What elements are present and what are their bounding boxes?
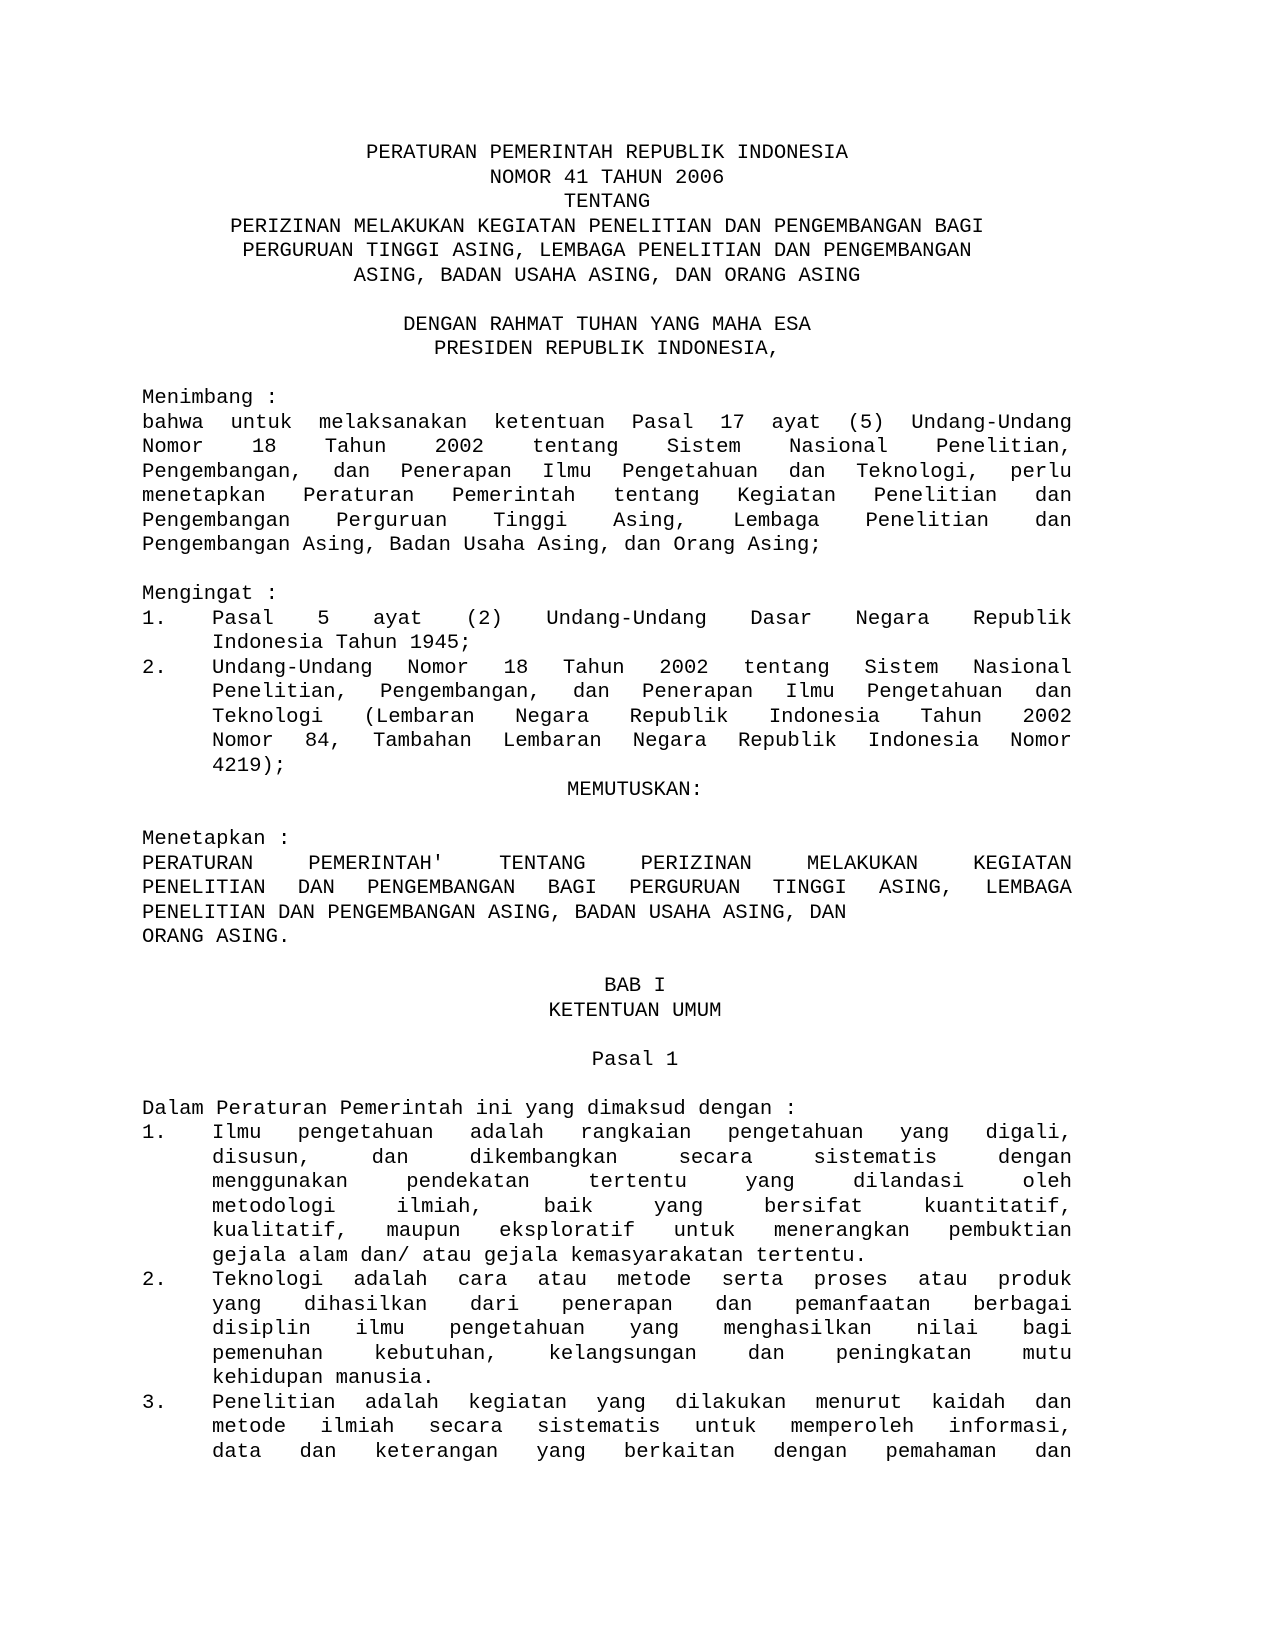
list-item <box>142 1122 1072 1269</box>
text-line: 4219); <box>212 754 287 778</box>
text-line <box>212 1294 1072 1319</box>
spacer <box>142 1073 1072 1098</box>
text-line <box>212 1122 1072 1147</box>
title-line: NOMOR 41 TAHUN 2006 <box>489 166 725 190</box>
word: Pengembangan, <box>380 681 541 704</box>
word: Nasional <box>973 656 1072 680</box>
word: rangkaian <box>580 1122 692 1145</box>
list-item-number: 2. <box>142 656 167 680</box>
word: ayat <box>372 607 423 631</box>
text-line <box>212 608 1072 633</box>
pasal-1-lead-in: Dalam Peraturan Pemerintah ini yang dimaksud dengan : <box>142 1097 797 1121</box>
list-item-number: 1. <box>142 1122 167 1145</box>
word: cara <box>457 1269 508 1292</box>
word: Ilmu <box>785 681 835 704</box>
word: 84, <box>304 730 342 753</box>
word: Pasal <box>631 411 694 435</box>
word: dan <box>299 1440 337 1464</box>
list-item-body <box>212 1122 1072 1269</box>
word: dengan <box>997 1146 1072 1170</box>
menetapkan-label: Menetapkan : <box>142 828 291 851</box>
word: metodologi <box>212 1195 336 1219</box>
word: pemenuhan <box>212 1342 324 1366</box>
mengingat-label: Mengingat : <box>142 583 278 606</box>
word: melaksanakan <box>318 411 468 435</box>
mengingat-section <box>142 583 1072 779</box>
text-line <box>142 853 1072 878</box>
word: disiplin <box>212 1318 311 1341</box>
pasal-heading: Pasal 1 <box>591 1048 679 1072</box>
word: Undang-Undang <box>911 411 1072 435</box>
word: Pengetahuan <box>866 681 1003 704</box>
title-block <box>142 142 1072 289</box>
text-line <box>142 510 1072 535</box>
word: bahwa <box>142 411 204 435</box>
word: bersifat <box>764 1195 863 1219</box>
word: dari <box>469 1293 520 1317</box>
word: (5) <box>847 411 885 435</box>
text-line <box>212 706 1072 731</box>
word: ketentuan <box>493 411 606 435</box>
word: 18 <box>503 656 529 680</box>
word: dan <box>1034 681 1072 704</box>
word: pemahaman <box>885 1440 997 1464</box>
word: pengetahuan <box>297 1122 434 1145</box>
word: metode <box>212 1416 287 1439</box>
word: Teknologi <box>212 705 324 729</box>
word: produk <box>997 1269 1072 1292</box>
word: Penelitian <box>212 1391 336 1415</box>
word: Tambahan <box>372 730 472 753</box>
list-item-number: 3. <box>142 1391 167 1415</box>
word: bagi <box>1022 1318 1072 1341</box>
list-item-number: 1. <box>142 607 167 631</box>
word: peningkatan <box>835 1342 972 1366</box>
word: Pasal <box>212 607 274 631</box>
title-line: PERIZINAN MELAKUKAN KEGIATAN PENELITIAN DAN PENGEMBANGAN BAGI <box>230 215 984 239</box>
word: berbagai <box>973 1293 1072 1317</box>
word: eksploratif <box>499 1220 636 1243</box>
word: BAGI <box>547 877 598 900</box>
list-item-body <box>212 1269 1072 1392</box>
invocation-line: DENGAN RAHMAT TUHAN YANG MAHA ESA <box>403 313 811 337</box>
word: Indonesia <box>867 730 980 753</box>
text-line <box>212 1220 1072 1245</box>
word: untuk <box>694 1416 757 1439</box>
word: Nomor <box>142 436 204 459</box>
word: yang <box>212 1293 262 1317</box>
word: dilandasi <box>852 1171 965 1194</box>
word: Undang-Undang <box>212 656 373 680</box>
word: ilmiah <box>320 1416 395 1439</box>
word: PENGEMBANGAN <box>367 877 516 900</box>
word: Penelitian, <box>212 681 348 704</box>
word: metode <box>617 1269 692 1292</box>
word: data <box>212 1440 262 1464</box>
word: Republik <box>629 705 729 729</box>
menetapkan-section <box>142 828 1072 951</box>
word: ayat <box>771 411 821 435</box>
list-item-number: 2. <box>142 1269 167 1292</box>
menimbang-body <box>142 412 1072 559</box>
word: Ilmu <box>542 460 592 484</box>
word: baik <box>543 1195 594 1219</box>
text-line: Indonesia Tahun 1945; <box>212 632 472 655</box>
list-item <box>142 1269 1072 1392</box>
word: Tahun <box>562 656 625 680</box>
text-line <box>142 485 1072 510</box>
word: oleh <box>1022 1171 1072 1194</box>
word: yang <box>653 1195 704 1219</box>
word: adalah <box>364 1391 440 1415</box>
spacer <box>198 1024 1072 1049</box>
mengingat-items <box>142 608 1072 780</box>
word: Lembaga <box>733 509 820 533</box>
word: dengan <box>773 1440 848 1464</box>
word: tentang <box>613 485 700 508</box>
pasal-1-section <box>142 1098 1072 1466</box>
word: ASING, <box>879 877 954 900</box>
text-line <box>212 1171 1072 1196</box>
text-line <box>142 877 1072 902</box>
word: dikembangkan <box>469 1146 618 1170</box>
word: digali, <box>985 1122 1072 1145</box>
word: TINGGI <box>772 877 847 900</box>
word: Nomor <box>1010 730 1072 753</box>
word: Penelitian, <box>935 436 1072 459</box>
word: Asing, <box>613 509 688 533</box>
word: menurut <box>815 1391 903 1415</box>
word: Indonesia <box>768 705 881 729</box>
text-line <box>212 681 1072 706</box>
word: dan <box>572 681 610 704</box>
text-line: kehidupan manusia. <box>212 1367 435 1390</box>
text-line <box>212 1318 1072 1343</box>
bab-number: BAB I <box>604 975 666 998</box>
text-line: PENELITIAN DAN PENGEMBANGAN ASING, BADAN USAHA ASING, DAN <box>142 901 847 925</box>
text-line <box>142 461 1072 486</box>
word: yang <box>629 1318 680 1341</box>
word: Nasional <box>788 436 888 459</box>
list-item-body <box>212 657 1072 780</box>
word: Sistem <box>864 656 939 680</box>
word: Perguruan <box>336 509 448 533</box>
word: dan <box>715 1293 753 1317</box>
word: Penerapan <box>400 460 512 484</box>
word: (2) <box>465 607 503 631</box>
word: yang <box>596 1391 646 1415</box>
list-item <box>142 1392 1072 1466</box>
menimbang-section <box>142 387 1072 559</box>
word: (Lembaran <box>363 705 475 729</box>
menimbang-label: Menimbang : <box>142 387 278 410</box>
memutuskan-block <box>142 779 1072 804</box>
word: dan <box>333 460 371 484</box>
word: adalah <box>469 1122 544 1145</box>
word: pemanfaatan <box>794 1293 931 1317</box>
title-line: TENTANG <box>563 191 651 214</box>
word: serta <box>721 1269 784 1292</box>
word: DAN <box>297 877 335 900</box>
word: Sistem <box>666 436 741 459</box>
list-item <box>142 608 1072 657</box>
text-line <box>212 730 1072 755</box>
word: dan <box>747 1342 785 1366</box>
word: sistematis <box>813 1146 938 1170</box>
spacer <box>142 363 1072 388</box>
word: 17 <box>720 411 745 435</box>
bab-title: KETENTUAN UMUM <box>548 999 722 1023</box>
invocation-block <box>142 314 1072 363</box>
document-body <box>142 142 1072 1465</box>
word: Undang-Undang <box>546 607 707 631</box>
word: keterangan <box>374 1440 499 1464</box>
text-line: ORANG ASING. <box>142 926 291 949</box>
word: dilakukan <box>675 1391 787 1415</box>
word: PENELITIAN <box>142 877 266 900</box>
word: ilmiah, <box>396 1195 483 1219</box>
word: dan <box>371 1146 409 1170</box>
word: PERIZINAN <box>640 852 752 876</box>
word: LEMBAGA <box>985 877 1072 900</box>
word: Peraturan <box>303 485 415 508</box>
word: informasi, <box>948 1416 1072 1439</box>
text-line <box>212 1441 1072 1466</box>
word: Teknologi, <box>856 460 980 484</box>
word: tentang <box>532 436 619 459</box>
memutuskan-heading: MEMUTUSKAN: <box>567 779 703 802</box>
word: 2002 <box>1022 705 1072 729</box>
word: 2002 <box>659 656 709 680</box>
word: Penelitian <box>865 509 990 533</box>
list-item-body <box>212 1392 1072 1466</box>
text-line <box>212 1147 1072 1172</box>
word: TENTANG <box>499 852 586 876</box>
word: PERGURUAN <box>629 877 741 900</box>
list-item-body <box>212 608 1072 657</box>
word: adalah <box>353 1269 428 1292</box>
word: Republik <box>973 607 1072 631</box>
word: Tahun <box>324 436 387 459</box>
list-item <box>142 657 1072 780</box>
word: dan <box>788 460 826 484</box>
word: secara <box>678 1146 753 1170</box>
word: proses <box>813 1269 888 1292</box>
word: Tinggi <box>493 509 568 533</box>
word: kelangsungan <box>548 1342 697 1366</box>
word: KEGIATAN <box>973 852 1072 876</box>
word: kaidah <box>931 1391 1006 1415</box>
text-line <box>212 1343 1072 1368</box>
word: penerapan <box>561 1293 673 1317</box>
text-line <box>142 412 1072 437</box>
word: Ilmu <box>212 1122 262 1145</box>
word: Lembaran <box>502 730 602 753</box>
word: yang <box>536 1440 586 1464</box>
text-line <box>212 1269 1072 1294</box>
word: sistematis <box>536 1416 661 1439</box>
word: dan <box>1034 509 1072 533</box>
word: Negara <box>855 607 930 631</box>
word: menerangkan <box>773 1220 910 1243</box>
word: disusun, <box>212 1146 311 1170</box>
spacer <box>142 559 1072 584</box>
word: Nomor <box>212 730 274 753</box>
word: MELAKUKAN <box>806 852 919 876</box>
word: berkaitan <box>623 1440 736 1464</box>
word: PERATURAN <box>142 852 254 876</box>
text-line <box>212 1196 1072 1221</box>
word: yang <box>745 1171 795 1194</box>
spacer <box>142 289 1072 314</box>
word: dan <box>1034 1391 1072 1415</box>
spacer <box>142 804 1072 829</box>
title-line: ASING, BADAN USAHA ASING, DAN ORANG ASING <box>353 264 861 288</box>
word: Negara <box>632 730 707 753</box>
word: pengetahuan <box>727 1122 864 1145</box>
word: kebutuhan, <box>374 1342 498 1366</box>
word: Negara <box>515 705 590 729</box>
text-line <box>212 657 1072 682</box>
word: perlu <box>1010 460 1072 484</box>
word: menggunakan <box>212 1171 348 1194</box>
word: Dasar <box>750 607 813 631</box>
word: Penelitian <box>873 485 998 508</box>
word: Pengembangan <box>142 509 291 533</box>
word: Pengetahuan <box>622 460 759 484</box>
word: tentang <box>743 656 830 680</box>
word: 5 <box>317 607 330 631</box>
word: Republik <box>737 730 837 753</box>
word: kualitatif, <box>212 1220 348 1243</box>
word: kegiatan <box>468 1391 568 1415</box>
word: pembuktian <box>948 1220 1072 1243</box>
word: menetapkan <box>142 485 266 508</box>
text-line <box>212 1416 1072 1441</box>
word: secara <box>428 1416 503 1439</box>
word: Nomor <box>407 656 470 680</box>
spacer <box>142 951 1072 976</box>
text-line: gejala alam dan/ atau gejala kemasyarakatan tertentu. <box>212 1244 867 1268</box>
word: ilmu <box>355 1318 405 1341</box>
word: 2002 <box>434 436 485 459</box>
word: maupun <box>386 1220 461 1243</box>
word: memperoleh <box>790 1416 915 1439</box>
menetapkan-body <box>142 853 1072 951</box>
text-line <box>142 436 1072 461</box>
word: tertentu <box>588 1171 687 1194</box>
title-line: PERGURUAN TINGGI ASING, LEMBAGA PENELITIAN DAN PENGEMBANGAN <box>242 240 972 263</box>
word: Kegiatan <box>737 485 837 508</box>
word: kuantitatif, <box>923 1195 1072 1219</box>
word: Penerapan <box>641 681 754 704</box>
word: atau <box>537 1269 588 1292</box>
word: nilai <box>916 1318 979 1341</box>
word: dan <box>1034 1440 1072 1464</box>
word: untuk <box>673 1220 736 1243</box>
word: Teknologi <box>212 1269 324 1292</box>
word: dihasilkan <box>303 1293 428 1317</box>
pasal-1-definitions <box>142 1122 1072 1465</box>
word: PEMERINTAH' <box>308 852 445 876</box>
word: Pemerintah <box>451 485 576 508</box>
text-line <box>212 1392 1072 1417</box>
word: yang <box>899 1122 950 1145</box>
word: Pengembangan, <box>142 460 303 484</box>
word: Tahun <box>920 705 983 729</box>
word: dan <box>1034 485 1072 508</box>
text-line: Pengembangan Asing, Badan Usaha Asing, dan Orang Asing; <box>142 534 822 557</box>
word: 18 <box>251 436 277 459</box>
word: untuk <box>230 411 293 435</box>
word: pengetahuan <box>449 1318 586 1341</box>
title-line: PERATURAN PEMERINTAH REPUBLIK INDONESIA <box>366 142 848 165</box>
bab-block <box>142 975 1072 1073</box>
word: atau <box>918 1269 968 1292</box>
word: pendekatan <box>406 1171 530 1194</box>
invocation-line: PRESIDEN REPUBLIK INDONESIA, <box>433 338 781 361</box>
word: mutu <box>1022 1342 1072 1366</box>
word: menghasilkan <box>723 1318 872 1341</box>
